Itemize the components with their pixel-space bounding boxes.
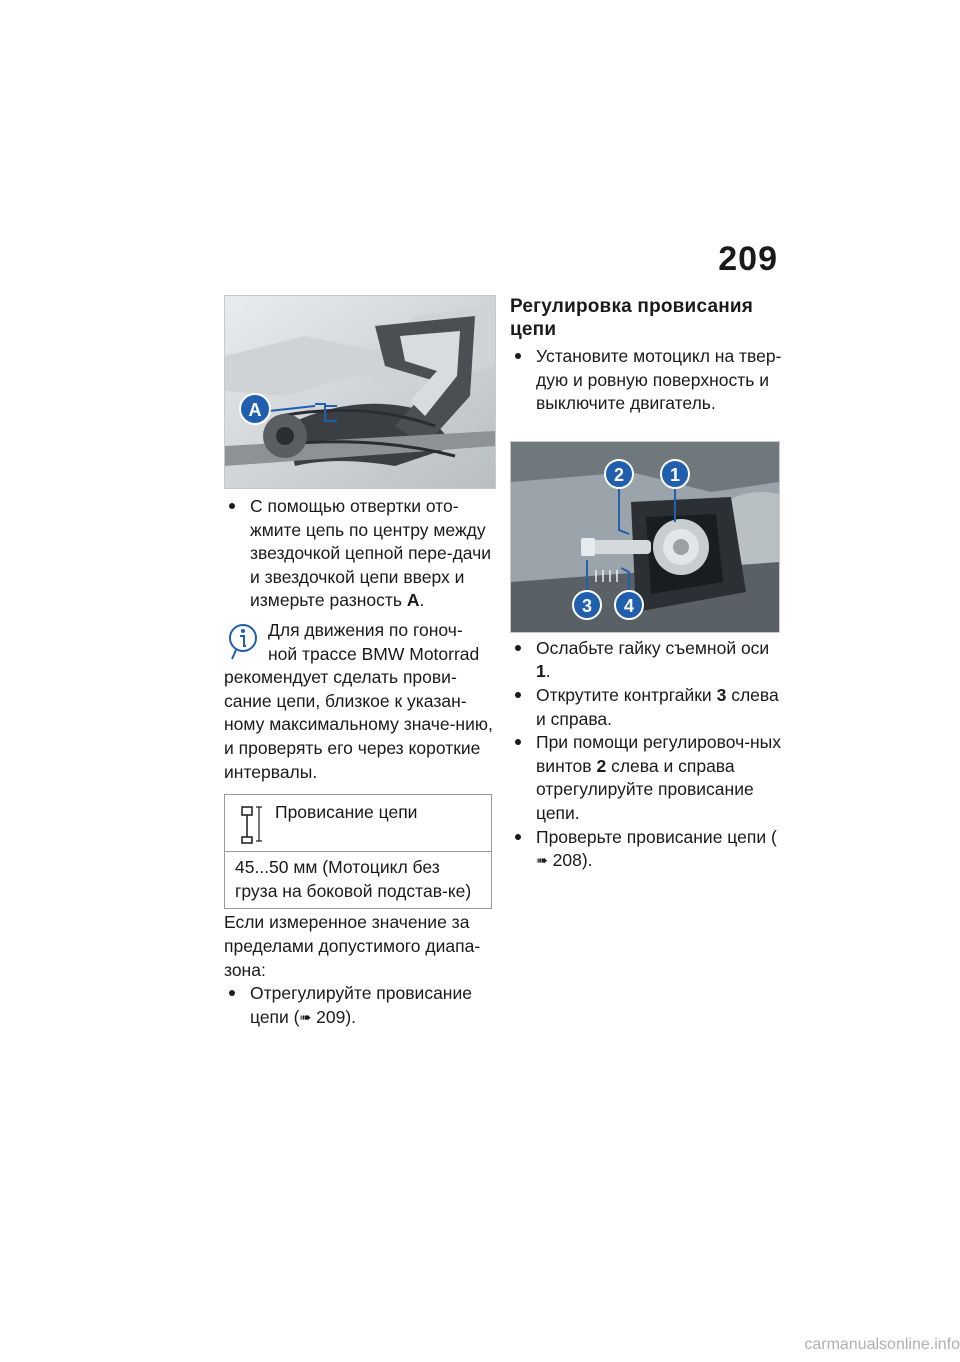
step-unscrew-ref: 3	[716, 684, 727, 705]
step-screws-end: слева и справа отрегулируйте провисание цепи.	[536, 755, 754, 823]
right-column	[510, 295, 782, 873]
step-check-text: Проверьте провисание цепи (	[536, 826, 777, 847]
callout-2: 2	[613, 464, 625, 485]
spec-value: 45...50 мм (Мотоцикл без груза на боковой подстав-ке)	[235, 857, 472, 901]
chain-photo	[224, 295, 496, 489]
step-screws-text: При помощи регулировоч-ных винтов	[536, 732, 782, 776]
callout-1: 1	[669, 464, 681, 485]
step-unscrew-text: Открутите контргайки	[536, 684, 712, 705]
photo-label-a: A	[248, 400, 262, 420]
spec-table	[224, 794, 492, 909]
step-adjust-screws	[510, 731, 782, 825]
step-park-motorcycle: Установите мотоцикл на твер-дую и ровную поверхность и выключите двигатель.	[510, 345, 782, 416]
axle-illustration	[511, 442, 779, 632]
chain-slack-gauge-icon	[237, 803, 271, 845]
page-ref-arrow-icon: ➠	[536, 852, 548, 869]
info-note	[224, 619, 494, 784]
step-press-chain	[224, 495, 494, 613]
step-unscrew-end: слева и справа.	[536, 684, 779, 729]
page-ref-arrow-icon: ➠	[299, 1008, 312, 1025]
section-heading: Регулировка провисания цепи	[510, 296, 754, 340]
step-adjust-end: ).	[345, 1006, 357, 1027]
step-loosen-text: Ослабьте гайку съемной оси	[536, 637, 770, 658]
step-screws-ref: 2	[596, 755, 607, 776]
step-unscrew-locknuts	[510, 684, 782, 731]
step-press-chain-end: .	[419, 590, 425, 611]
step-press-chain-ref: A	[406, 590, 420, 611]
step-loosen-end: .	[545, 661, 551, 682]
page-ref-209[interactable]: 209	[316, 1006, 346, 1027]
info-line-2: ной трассе BMW Motorrad	[268, 643, 480, 664]
left-column	[224, 295, 494, 1029]
axle-photo	[510, 441, 780, 633]
info-line-1: Для движения по гоноч-	[268, 619, 463, 640]
callout-3: 3	[581, 595, 593, 616]
callout-4: 4	[623, 595, 635, 616]
spec-header	[225, 795, 491, 852]
info-icon	[228, 623, 258, 663]
page-number: 209	[718, 240, 778, 278]
chain-illustration	[225, 296, 495, 488]
step-press-chain-text: С помощью отвертки ото-жмите цепь по центру между звездочкой цепной пере-дачи и звездочкой цепи вверх и измерьте разность	[250, 496, 492, 611]
step-check-end: ).	[581, 850, 593, 871]
step-adjust-link	[224, 982, 494, 1029]
step-loosen-ref: 1	[536, 661, 546, 682]
step-adjust-text: Отрегулируйте провисание цепи (	[250, 983, 472, 1027]
out-of-range-text: Если измеренное значение за пределами допустимого диапа-зона:	[224, 912, 481, 980]
page-ref-208[interactable]: 208	[552, 850, 582, 871]
step-check-slack	[510, 826, 782, 873]
watermark: carmanualsonline.info	[804, 1336, 960, 1353]
spec-title: Провисание цепи	[275, 802, 418, 823]
info-rest: рекомендует сделать прови-сание цепи, близкое к указан-ному максимальному значе-нию, и проверять его через короткие интервалы.	[224, 667, 493, 782]
step-loosen-nut	[510, 637, 782, 684]
